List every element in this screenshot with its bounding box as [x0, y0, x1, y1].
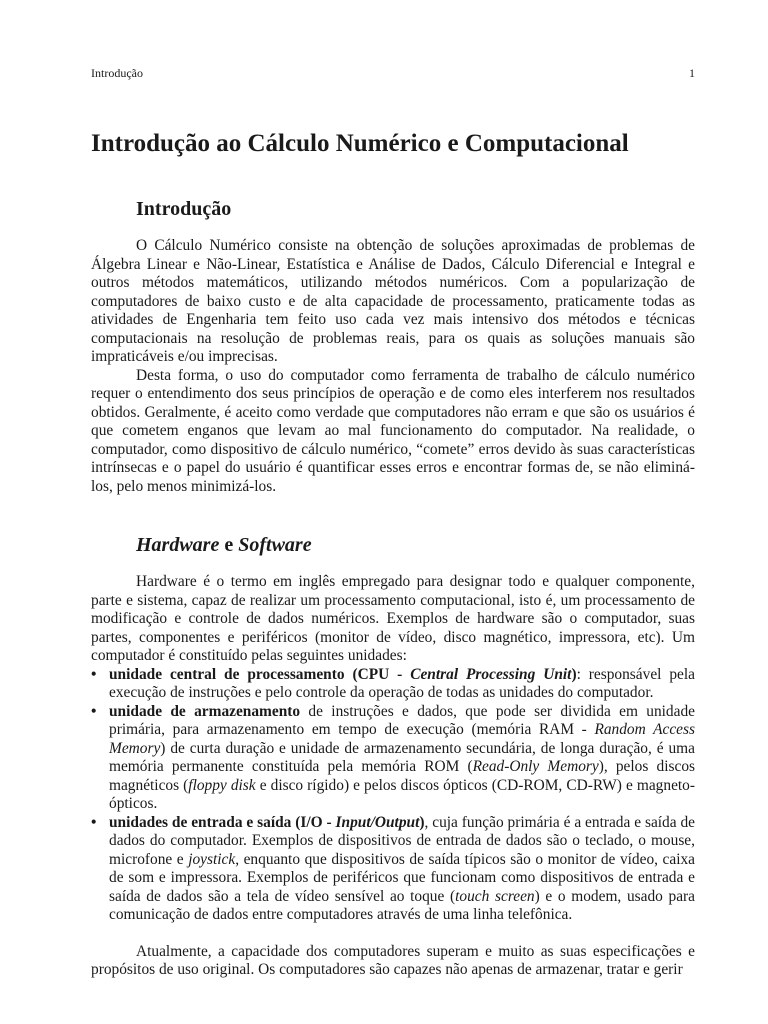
section-heading-hardware-software [136, 532, 312, 558]
term: unidade central de processamento (CPU - Central Processing Unit) [109, 665, 577, 683]
heading-hardware-word: Hardware [136, 534, 220, 556]
bullet-marker: • [91, 813, 97, 831]
paragraph: O Cálculo Numérico consiste na obtenção de soluções aproximadas de problemas de Álgebra Linear e Não-Linear, Estatística e Análise de Dados, Cálculo Diferencial e Integral e outros métodos matemáticos, utilizando métodos numéricos. Com a popularização de computadores de baixo custo e de alta capacidade de processamento, praticamente todas as atividades de Engenharia tem feito uso cada vez mais intensivo dos métodos e técnicas computacionais na resolução de problemas reais, para os quais as soluções manuais são impraticáveis e/ou imprecisas. [91, 237, 695, 365]
page-number: 1 [689, 66, 695, 80]
computer-units-list [91, 666, 695, 925]
section-introducao-body [91, 237, 695, 496]
section-heading-introducao: Introdução [136, 198, 232, 220]
running-header [91, 66, 695, 81]
paragraph: Desta forma, o uso do computador como ferramenta de trabalho de cálculo numérico requer o entendimento dos seus princípios de operação e de como eles interferem nos resultados obtidos. Geralmente, é aceito como verdade que computadores não erram e que são os usuários é que cometem enganos que levam ao mal funcionamento do computador. Na realidade, o computador, como dispositivo de cálculo numérico, “comete” erros devido às suas características intrínsecas e o papel do usuário é quantificar esses erros e encontrar formas de, se não eliminá-los, pelo menos minimizá-los. [91, 366, 695, 495]
list-item: • unidade central de processamento (CPU - Central Processing Unit): responsável pela execução de instruções e pelo controle da operação de todas as unidades do computador. [91, 665, 695, 701]
chapter-title: Introdução ao Cálculo Numérico e Computacional [91, 130, 629, 157]
term: unidade de armazenamento [109, 702, 301, 720]
list-item: • unidades de entrada e saída (I/O - Input/Output), cuja função primária é a entrada e saída de dados do computador. Exemplos de dispositivos de entrada de dados são o teclado, o mouse, microfone e joystick, enquanto que dispositivos de saída típicos são o monitor de vídeo, caixa de som e impressora. Exemplos de periféricos que funcionam como dispositivos de entrada e saída de dados são a tela de vídeo sensível ao toque (touch screen) e o modem, usado para comunicação de dados entre computadores através de uma linha telefônica. [91, 813, 696, 923]
bullet-marker: • [91, 702, 97, 720]
section-hardware-body [91, 573, 695, 980]
running-header-title: Introdução [91, 66, 143, 80]
heading-conjunction: e [219, 534, 239, 556]
bullet-marker: • [91, 665, 97, 683]
list-item: • unidade de armazenamento de instruções e dados, que pode ser dividida em unidade primária, para armazenamento em tempo de execução (memória RAM - Random Access Memory) de curta duração e unidade de armazenamento secundária, de longa duração, é uma memória permanente constituída pela memória ROM (Read-Only Memory), pelos discos magnéticos (floppy disk e disco rígido) e pelos discos ópticos (CD-ROM, CD-RW) e magneto-ópticos. [91, 702, 696, 812]
paragraph: Hardware é o termo em inglês empregado para designar todo e qualquer componente, parte e sistema, capaz de realizar um processamento computacional, isto é, um processamento de modificação e controle de dados numéricos. Exemplos de hardware são o computador, suas partes, componentes e periféricos (monitor de vídeo, disco magnético, impressora, etc). Um computador é constituído pelas seguintes unidades: [91, 573, 695, 664]
term: unidades de entrada e saída (I/O - Input/Output) [109, 813, 425, 831]
paragraph: Atualmente, a capacidade dos computadores superam e muito as suas especificações e propósitos de uso original. Os computadores são capazes não apenas de armazenar, tratar e gerir [91, 942, 695, 978]
heading-software-word: Software [238, 534, 312, 556]
